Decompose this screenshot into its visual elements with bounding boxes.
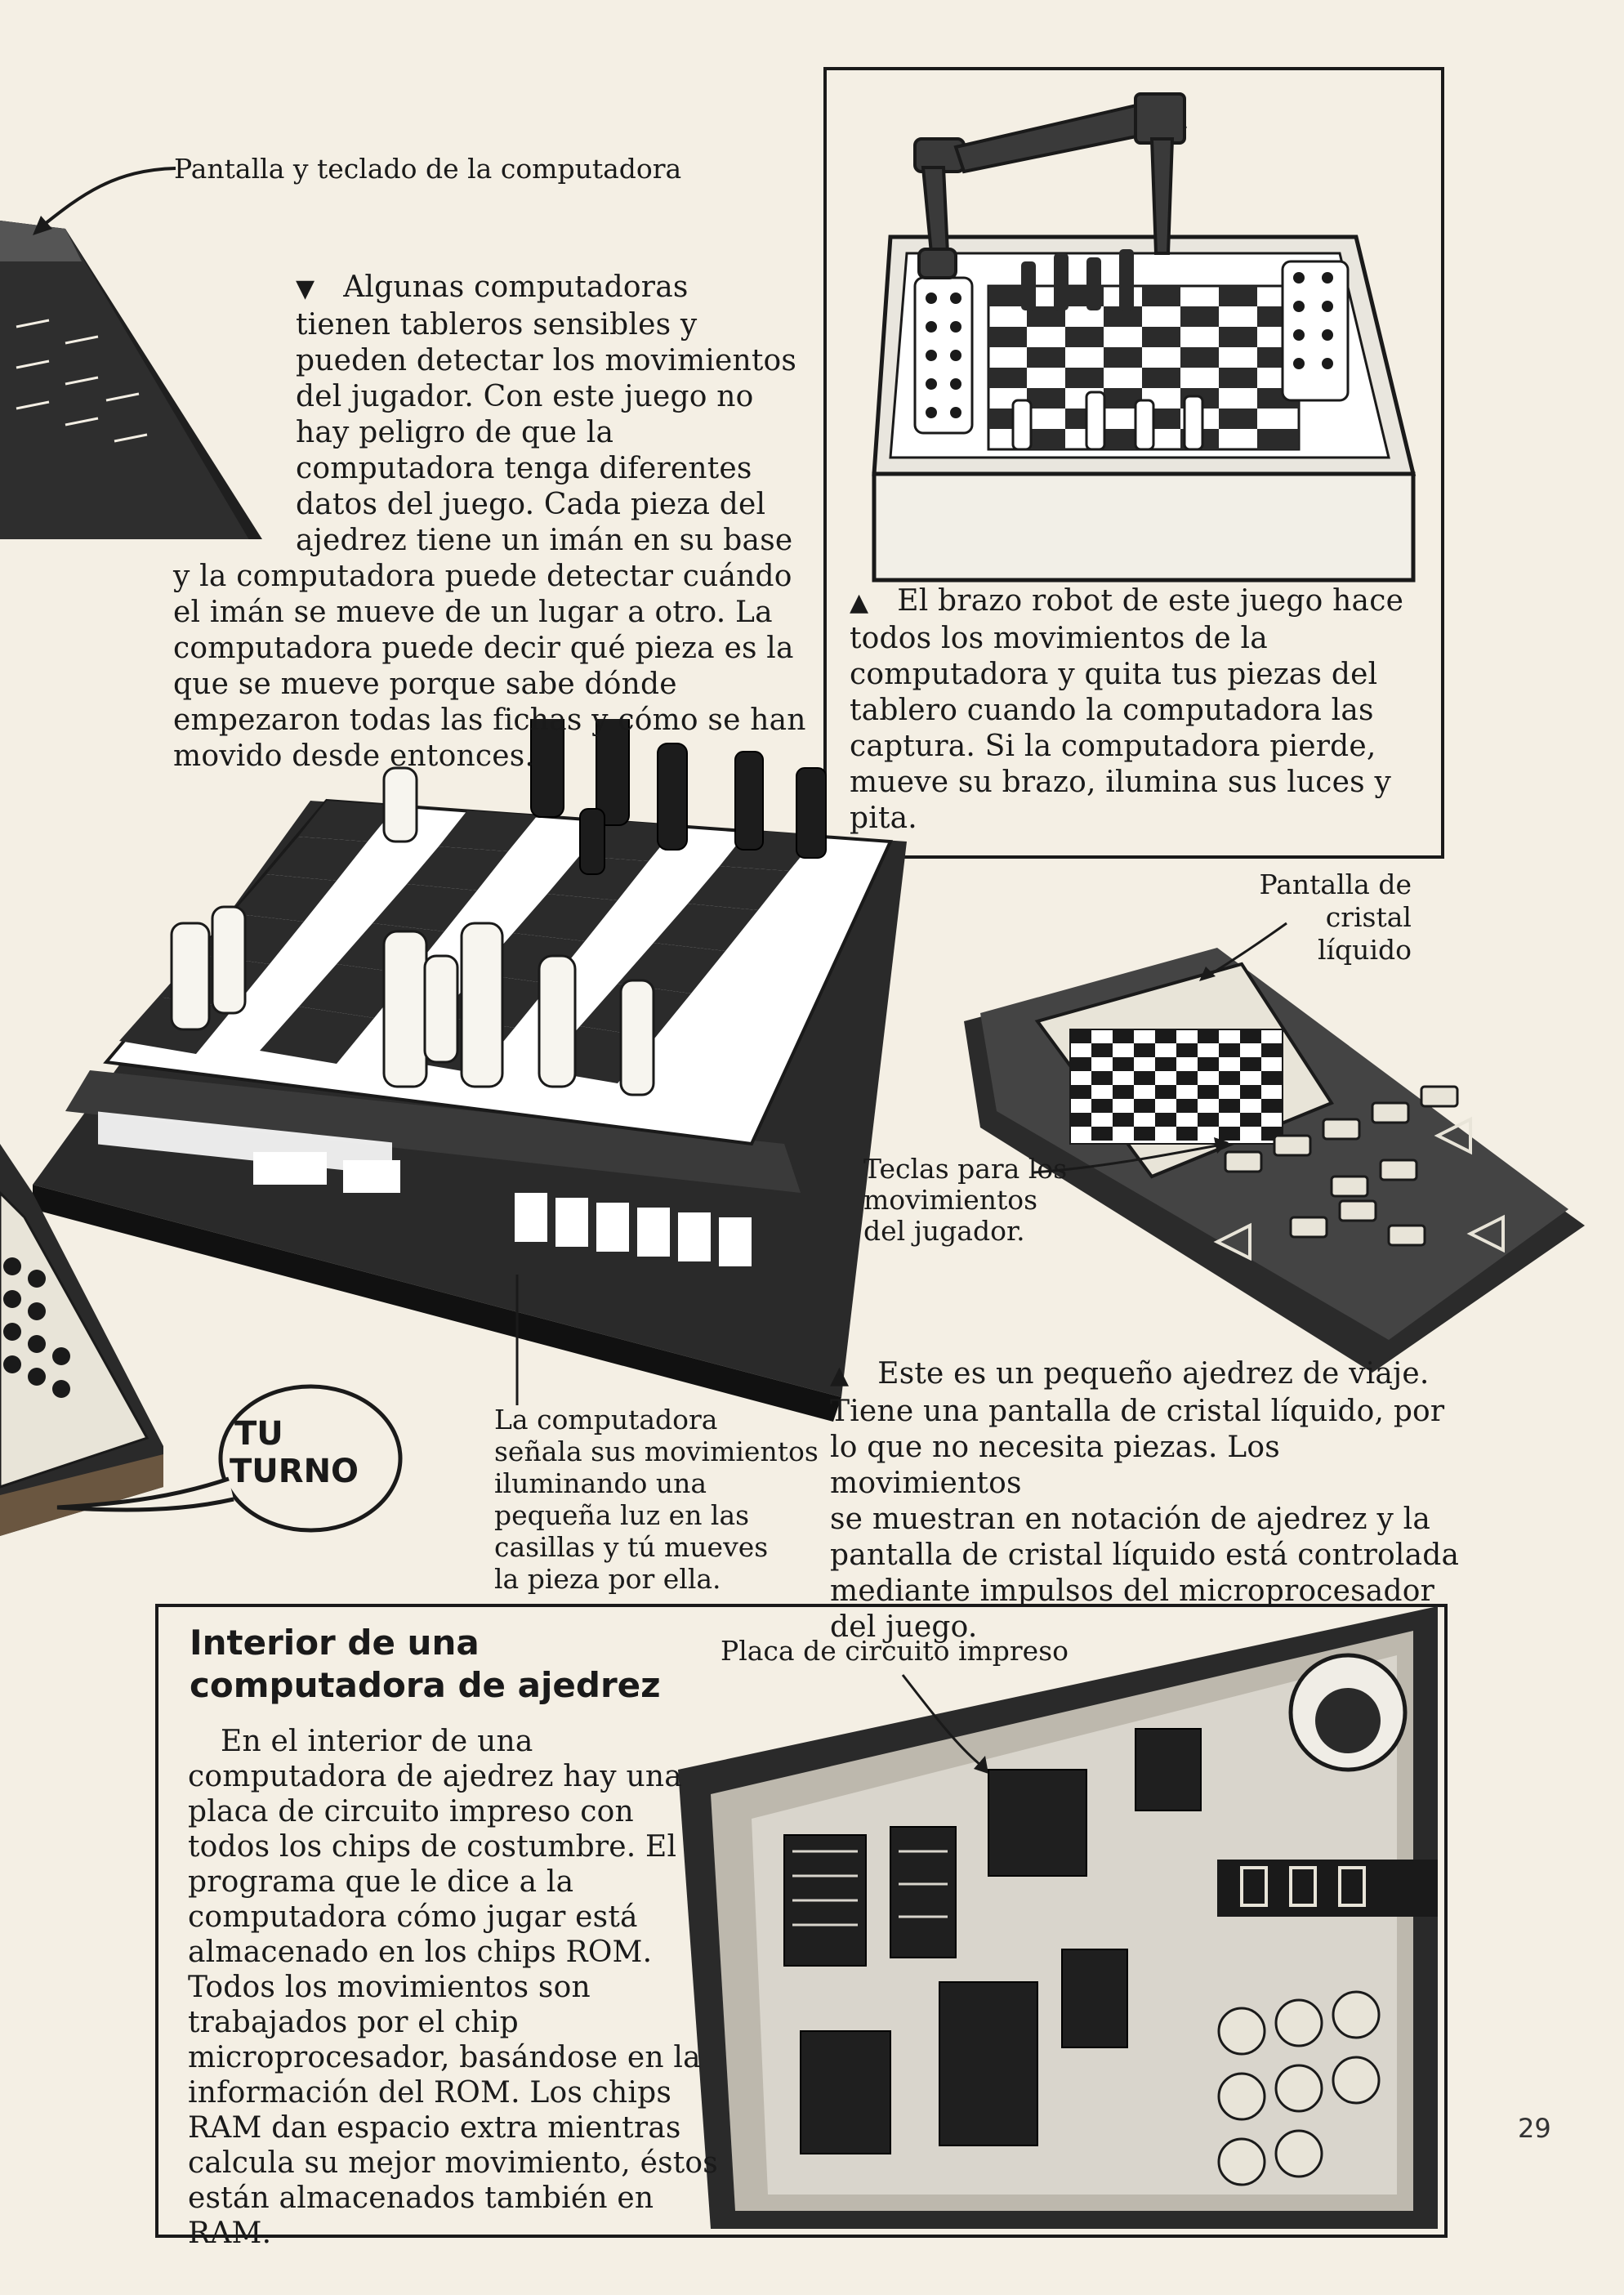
text-line: se muestran en notación de ajedrez y la bbox=[830, 1502, 1431, 1536]
text-line: La computadora bbox=[494, 1404, 718, 1435]
text-line: todos los movimientos de la bbox=[850, 622, 1268, 655]
inside-heading bbox=[190, 1622, 661, 1707]
text-line: tablero cuando la computadora las bbox=[850, 694, 1374, 727]
text-line: placa de circuito impreso con bbox=[188, 1795, 634, 1828]
text-line: computadora y quita tus piezas del bbox=[850, 658, 1378, 691]
label-line: del jugador. bbox=[863, 1215, 1025, 1247]
label-lcd-screen bbox=[1176, 868, 1412, 967]
text-line: pueden detectar los movimientos bbox=[296, 344, 797, 377]
arrow-icon bbox=[25, 162, 180, 243]
speech-line-1: TU bbox=[234, 1415, 283, 1453]
text-line: el imán se mueve de un lugar a otro. La bbox=[173, 596, 773, 629]
text-line: El brazo robot de este juego hace bbox=[897, 584, 1404, 618]
up-triangle-icon: ▲ bbox=[830, 1361, 850, 1390]
speech-line-2: TURNO bbox=[230, 1453, 359, 1490]
circuit-arrow-icon bbox=[899, 1671, 997, 1777]
text-line: pequeña luz en las bbox=[494, 1499, 750, 1531]
label-line: líquido bbox=[1317, 934, 1412, 966]
text-line: mediante impulsos del microprocesador bbox=[830, 1574, 1434, 1608]
text-line: computadora de ajedrez hay una bbox=[188, 1760, 682, 1793]
label-line: Teclas para los bbox=[863, 1153, 1068, 1185]
label-line: Pantalla de cristal bbox=[1259, 868, 1412, 933]
text-line: computadora cómo jugar está bbox=[188, 1900, 638, 1934]
text-line: pantalla de cristal líquido está controlada bbox=[830, 1538, 1460, 1572]
label-player-keys bbox=[863, 1154, 1067, 1247]
paragraph-travel-chess bbox=[830, 1356, 1467, 1645]
paragraph-inside bbox=[188, 1724, 743, 2251]
text-line: pita. bbox=[850, 801, 917, 835]
page-number: 29 bbox=[1518, 2113, 1551, 2144]
line-1 bbox=[830, 1356, 1467, 1394]
speech-bubble-text bbox=[230, 1415, 359, 1490]
text-line: RAM dan espacio extra mientras bbox=[188, 2111, 681, 2145]
heading-line: Interior de una bbox=[190, 1623, 480, 1663]
line-1 bbox=[173, 270, 827, 307]
text-line: almacenado en los chips ROM. bbox=[188, 1936, 653, 1969]
robot-arm-chess-illustration bbox=[841, 90, 1421, 588]
text-line: microprocesador, basándose en la bbox=[188, 2041, 701, 2074]
text-line: están almacenados también en RAM. bbox=[188, 2181, 654, 2250]
text-line: hay peligro de que la bbox=[296, 416, 614, 449]
text-line: Tiene una pantalla de cristal líquido, por bbox=[830, 1395, 1445, 1428]
text-line: iluminando una bbox=[494, 1467, 707, 1499]
paragraph-sensitive-boards bbox=[173, 270, 827, 775]
text-line: Este es un pequeño ajedrez de viaje. bbox=[877, 1357, 1430, 1391]
pointer-line bbox=[513, 1275, 521, 1405]
text-line: del juego. bbox=[830, 1610, 978, 1644]
text-line: En el interior de una bbox=[221, 1725, 533, 1758]
text-line: movido desde entonces. bbox=[173, 739, 535, 773]
text-line: mueve su brazo, ilumina sus luces y bbox=[850, 766, 1392, 799]
text-line: datos del juego. Cada pieza del bbox=[296, 488, 766, 521]
text-line: empezaron todas las fichas y cómo se han bbox=[173, 703, 806, 737]
label-line: movimientos bbox=[863, 1184, 1038, 1216]
heading-line: computadora de ajedrez bbox=[190, 1665, 661, 1705]
label-keyboard-screen: Pantalla y teclado de la computadora bbox=[174, 153, 682, 185]
text-line: captura. Si la computadora pierde, bbox=[850, 730, 1376, 763]
text-line: Todos los movimientos son bbox=[188, 1971, 591, 2004]
text-line: que se mueve porque sabe dónde bbox=[173, 668, 677, 701]
text-line: y la computadora puede detectar cuándo bbox=[173, 560, 792, 593]
text-line: casillas y tú mueves bbox=[494, 1531, 769, 1563]
text-line: tienen tableros sensibles y bbox=[296, 308, 698, 342]
line-1 bbox=[850, 583, 1430, 621]
label-circuit-board: Placa de circuito impreso bbox=[721, 1635, 1069, 1667]
text-line: trabajados por el chip bbox=[188, 2006, 519, 2039]
text-line: del jugador. Con este juego no bbox=[296, 380, 754, 413]
text-line: Algunas computadoras bbox=[343, 270, 689, 304]
text-line: lo que no necesita piezas. Los movimientos bbox=[830, 1431, 1280, 1500]
paragraph-light-signal bbox=[494, 1404, 819, 1595]
text-line: todos los chips de costumbre. El bbox=[188, 1830, 677, 1864]
up-triangle-icon: ▲ bbox=[850, 588, 869, 617]
text-line: programa que le dice a la bbox=[188, 1865, 574, 1899]
text-line: computadora puede decir qué pieza es la bbox=[173, 632, 794, 665]
text-line: información del ROM. Los chips bbox=[188, 2076, 672, 2110]
paragraph-robot-arm bbox=[850, 583, 1430, 837]
text-line: la pieza por ella. bbox=[494, 1563, 721, 1595]
text-line: computadora tenga diferentes bbox=[296, 452, 752, 485]
circuit-board-illustration bbox=[678, 1606, 1438, 2229]
down-triangle-icon: ▼ bbox=[296, 275, 315, 303]
text-line: ajedrez tiene un imán en su base bbox=[296, 524, 793, 557]
text-line: calcula su mejor movimiento, éstos bbox=[188, 2146, 718, 2180]
text-line: señala sus movimientos bbox=[494, 1435, 819, 1467]
